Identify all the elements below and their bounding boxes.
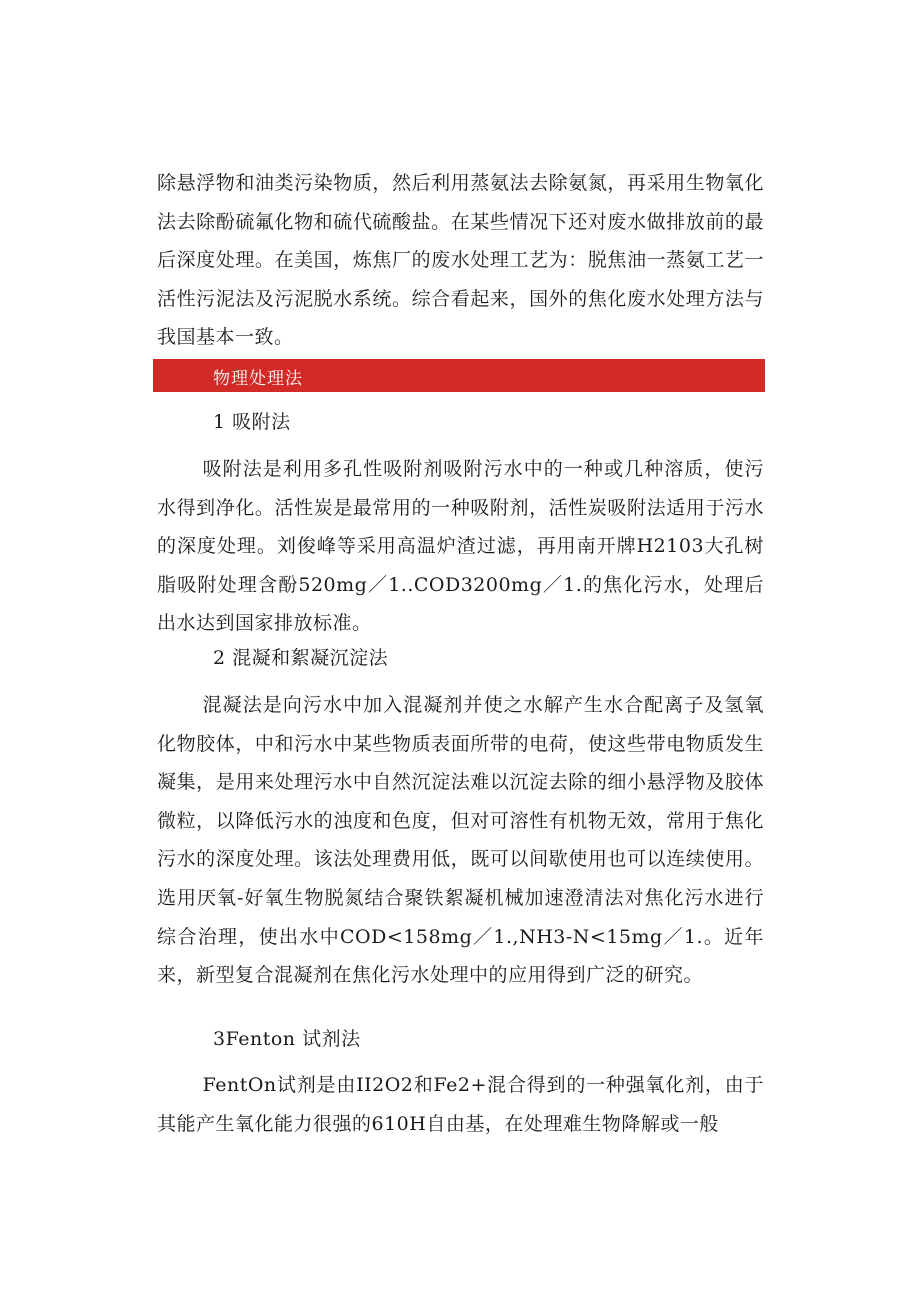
- coagulation-paragraph: 混凝法是向污水中加入混凝剂并使之水解产生水合配离子及氢氧化物胶体，中和污水中某些物质表面所带的电荷，使这些带电物质发生凝集，是用来处理污水中自然沉淀法难以沉淀去除的细小悬浮物及胶体微粒，以降低污水的浊度和色度，但对可溶性有机物无效，常用于焦化污水的深度处理。该法处理费用低，既可以间歇使用也可以连续使用。选用厌氧-好氧生物脱氮结合聚铁絮凝机械加速澄清法对焦化污水进行综合治理，使出水中COD<158mg／1.,NH3-N<15mg／1.。近年来，新型复合混凝剂在焦化污水处理中的应用得到广泛的研究。: [157, 694, 764, 987]
- fenton-paragraph: FentOn试剂是由II2O2和Fe2+混合得到的一种强氧化剂，由于其能产生氧化能力很强的610H自由基，在处理难生物降解或一般: [157, 1074, 764, 1135]
- section-title: 物理处理法: [213, 369, 303, 389]
- intro-paragraph: 除悬浮物和油类污染物质，然后利用蒸氨法去除氨氮，再采用生物氧化法去除酚硫氟化物和硫代硫酸盐。在某些情况下还对废水做排放前的最后深度处理。在美国，炼焦厂的废水处理工艺为：脱焦油一蒸氨工艺一活性污泥法及污泥脱水系统。综合看起来，国外的焦化废水处理方法与我国基本一致。: [157, 172, 764, 349]
- fenton-heading: 3Fenton 试剂法: [213, 1028, 361, 1050]
- adsorption-heading: 1 吸附法: [213, 411, 291, 433]
- coagulation-heading: 2 混凝和絮凝沉淀法: [213, 647, 389, 669]
- section-header-bar: [153, 359, 765, 392]
- adsorption-paragraph: 吸附法是利用多孔性吸附剂吸附污水中的一种或几种溶质，使污水得到净化。活性炭是最常用的一种吸附剂，活性炭吸附法适用于污水的深度处理。刘俊峰等采用高温炉渣过滤，再用南开牌H2103大孔树脂吸附处理含酚520mg／1..COD3200mg／1.的焦化污水，处理后出水达到国家排放标准。: [157, 458, 764, 635]
